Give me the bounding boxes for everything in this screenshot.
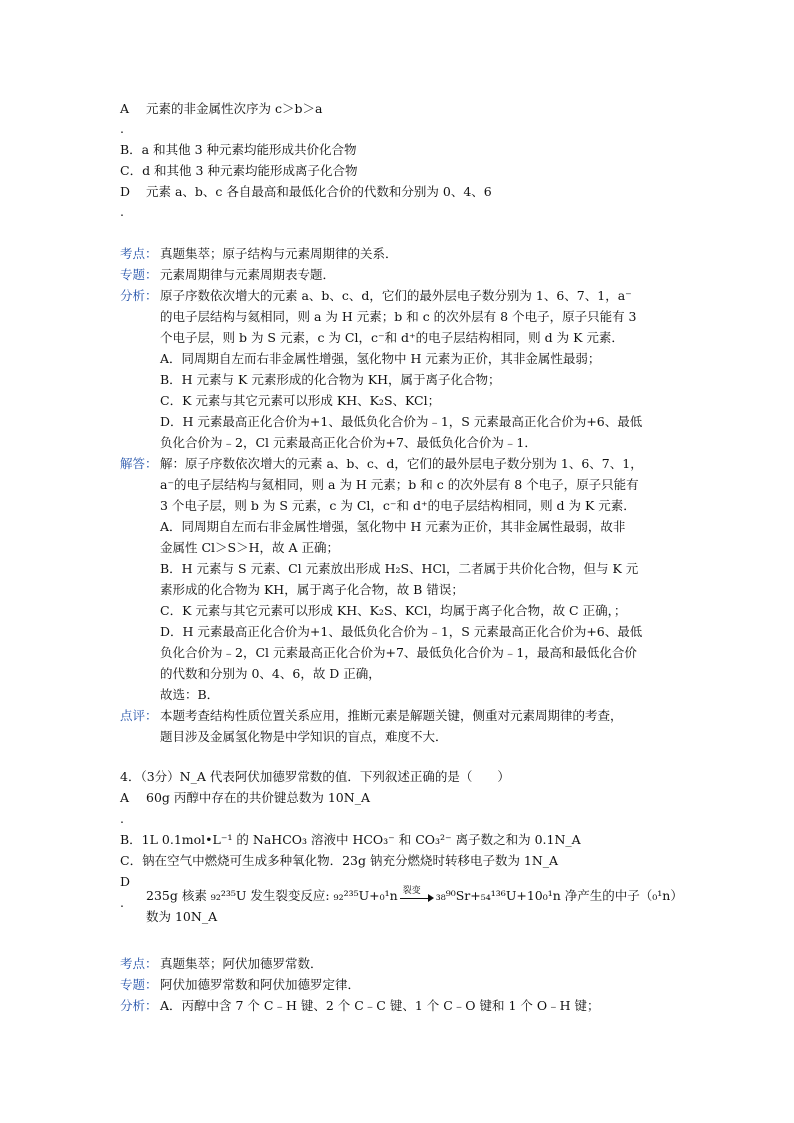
q4-option-d-letter: D bbox=[120, 874, 131, 889]
q4-d-text-post: ₃₈⁹⁰Sr+₅₄¹³⁶U+10₀¹n 净产生的中子（₀¹n） bbox=[435, 888, 683, 903]
q4-option-d-dot: . bbox=[120, 895, 124, 910]
q4-option-d-line2: 数为 10N_A bbox=[146, 909, 218, 924]
fenxi-line: 个电子层，则 b 为 S 元素，c 为 Cl，c⁻和 d⁺的电子层结构相同，则 d 为 K 元素． bbox=[160, 330, 624, 345]
jieda-line: 金属性 Cl＞S＞H，故 A 正确； bbox=[160, 540, 339, 555]
jieda-line: B．H 元素与 S 元素、Cl 元素放出形成 H₂S、HCl，二者属于共价化合物，但与 K 元 bbox=[160, 561, 639, 576]
fenxi-label: 分析： bbox=[120, 288, 158, 303]
option-d-dot: . bbox=[120, 204, 124, 219]
q4-d-text-pre: 235g 核素 ₉₂²³⁵U 发生裂变反应: ₉₂²³⁵U+₀¹n bbox=[146, 888, 398, 903]
q4-option-a-text: 60g 丙醇中存在的共价键总数为 10N_A bbox=[146, 790, 370, 805]
fenxi-line: 原子序数依次增大的元素 a、b、c、d，它们的最外层电子数分别为 1、6、7、1，a⁻ bbox=[160, 288, 632, 303]
jieda-line: a⁻的电子层结构与氦相同，则 a 为 H 元素；b 和 c 的次外层有 8 个电子，原子只能有 bbox=[160, 477, 639, 492]
q4-option-a-letter: A bbox=[120, 790, 130, 805]
q4-option-c: C．钠在空气中燃烧可生成多种氧化物．23g 钠充分燃烧时转移电子数为 1N_A bbox=[120, 853, 559, 868]
option-b: B．a 和其他 3 种元素均能形成共价化合物 bbox=[120, 142, 357, 157]
option-a-letter: A bbox=[120, 101, 130, 116]
q4-fenxi-label: 分析： bbox=[120, 998, 158, 1013]
jieda-label: 解答： bbox=[120, 456, 158, 471]
reaction-arrow-icon bbox=[400, 885, 434, 902]
jieda-line: 负化合价为﹣2，Cl 元素最高正化合价为+7、最低负化合价为﹣1，最高和最低化合价 bbox=[160, 645, 637, 660]
dianping-line: 题目涉及金属氢化物是中学知识的盲点，难度不大． bbox=[160, 729, 448, 744]
fenxi-line: D．H 元素最高正化合价为+1、最低负化合价为﹣1，S 元素最高正化合价为+6、最低 bbox=[160, 414, 643, 429]
jieda-line: 的代数和分别为 0、4、6，故 D 正确， bbox=[160, 666, 381, 681]
q4-option-b: B．1L 0.1mol•L⁻¹ 的 NaHCO₃ 溶液中 HCO₃⁻ 和 CO₃²⁻ 离子数之和为 0.1N_A bbox=[120, 832, 581, 847]
kaodian-label: 考点： bbox=[120, 246, 158, 261]
fenxi-line: 的电子层结构与氦相同，则 a 为 H 元素；b 和 c 的次外层有 8 个电子，原子只能有 3 bbox=[160, 309, 637, 324]
kaodian-text: 真题集萃；原子结构与元素周期律的关系． bbox=[160, 246, 398, 261]
jieda-line: 素形成的化合物为 KH，属于离子化合物，故 B 错误； bbox=[160, 582, 464, 597]
option-c: C．d 和其他 3 种元素均能形成离子化合物 bbox=[120, 163, 358, 178]
dianping-line: 本题考查结构性质位置关系应用，推断元素是解题关键，侧重对元素周期律的考查， bbox=[160, 708, 623, 723]
option-d-letter: D bbox=[120, 184, 131, 199]
zhuanti-label: 专题： bbox=[120, 267, 158, 282]
q4-kaodian-label: 考点： bbox=[120, 956, 158, 971]
q4-kaodian-text: 真题集萃；阿伏加德罗常数． bbox=[160, 956, 323, 971]
jieda-line: A．同周期自左而右非金属性增强，氢化物中 H 元素为正价，其非金属性最弱，故非 bbox=[160, 519, 626, 534]
jieda-line: C．K 元素与其它元素可以形成 KH、K₂S、KCl，均属于离子化合物，故 C 正确，； bbox=[160, 603, 627, 618]
dianping-label: 点评： bbox=[120, 708, 158, 723]
q4-zhuanti-text: 阿伏加德罗常数和阿伏加德罗定律． bbox=[160, 977, 361, 992]
fenxi-line: 负化合价为﹣2，Cl 元素最高正化合价为+7、最低负化合价为﹣1． bbox=[160, 435, 537, 450]
option-a-dot: . bbox=[120, 121, 124, 136]
option-d-text: 元素 a、b、c 各自最高和最低化合价的代数和分别为 0、4、6 bbox=[146, 184, 492, 199]
jieda-line: 解：原子序数依次增大的元素 a、b、c、d，它们的最外层电子数分别为 1、6、7、1， bbox=[160, 456, 643, 471]
jieda-line: 3 个电子层，则 b 为 S 元素，c 为 Cl，c⁻和 d⁺的电子层结构相同，则 d 为 K 元素． bbox=[160, 498, 636, 513]
option-a-text: 元素的非金属性次序为 c＞b＞a bbox=[146, 101, 323, 116]
q4-fenxi-text: A．丙醇中含 7 个 C﹣H 键、2 个 C﹣C 键、1 个 C﹣O 键和 1 个 O﹣H 键； bbox=[160, 998, 600, 1013]
jieda-line: D．H 元素最高正化合价为+1、最低负化合价为﹣1，S 元素最高正化合价为+6、最低 bbox=[160, 624, 643, 639]
fenxi-line: B．H 元素与 K 元素形成的化合物为 KH，属于离子化合物； bbox=[160, 372, 501, 387]
q4-stem: 4．（3分）N_A 代表阿伏加德罗常数的值．下列叙述正确的是（ ） bbox=[120, 769, 510, 784]
jieda-line: 故选：B． bbox=[160, 687, 220, 702]
fenxi-line: A．同周期自左而右非金属性增强，氢化物中 H 元素为正价，其非金属性最弱； bbox=[160, 351, 601, 366]
q4-option-d-equation bbox=[146, 885, 683, 904]
q4-option-a-dot: . bbox=[120, 811, 124, 826]
reaction-arrow-label: 裂变 bbox=[402, 885, 421, 896]
fenxi-line: C．K 元素与其它元素可以形成 KH、K₂S、KCl； bbox=[160, 393, 441, 408]
zhuanti-text: 元素周期律与元素周期表专题． bbox=[160, 267, 336, 282]
q4-zhuanti-label: 专题： bbox=[120, 977, 158, 992]
